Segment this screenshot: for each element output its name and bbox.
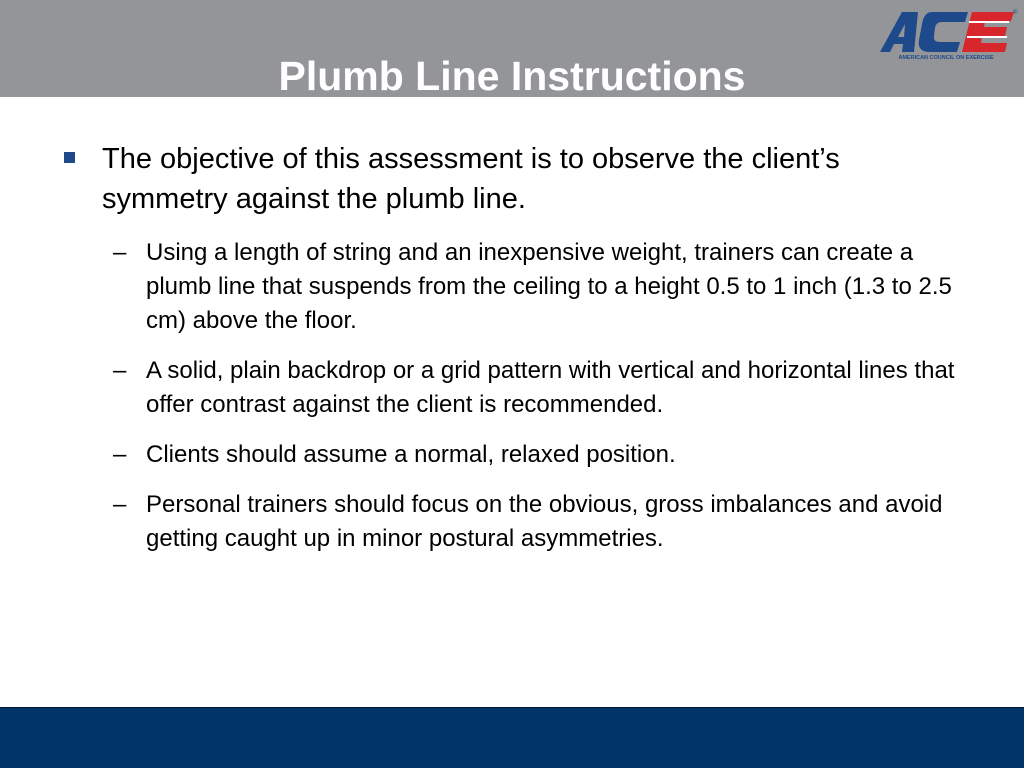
slide-title: Plumb Line Instructions	[278, 53, 746, 99]
sub-bullet-item	[113, 354, 976, 422]
sub-bullet-item	[113, 488, 976, 556]
sub-bullet-text: Using a length of string and an inexpensive weight, trainers can create a plumb line that suspends from the ceiling to a height 0.5 to 1 inch (1.3 to 2.5 cm) above the floor.	[146, 239, 952, 334]
main-bullet-text: The objective of this assessment is to observe the client’s symmetry against the plumb line.	[102, 143, 840, 215]
sub-bullet-list	[0, 236, 1024, 572]
square-bullet-icon	[64, 152, 75, 163]
registered-mark: ®	[1013, 10, 1018, 16]
dash-bullet-icon: –	[113, 239, 127, 266]
ace-logo-mark	[880, 12, 1014, 52]
sub-bullet-text: Personal trainers should focus on the obvious, gross imbalances and avoid getting caught up in minor postural asymmetries.	[146, 491, 943, 552]
dash-bullet-icon: –	[113, 357, 127, 384]
logo-tagline: AMERICAN COUNCIL ON EXERCISE	[898, 55, 994, 61]
sub-bullet-text: Clients should assume a normal, relaxed position.	[146, 441, 676, 468]
sub-bullet-item	[113, 236, 976, 338]
sub-bullet-item	[113, 438, 976, 472]
dash-bullet-icon: –	[113, 441, 127, 468]
footer-bar	[0, 707, 1024, 768]
dash-bullet-icon: –	[113, 491, 127, 518]
sub-bullet-text: A solid, plain backdrop or a grid pattern with vertical and horizontal lines that offer contrast against the client is recommended.	[146, 357, 955, 418]
